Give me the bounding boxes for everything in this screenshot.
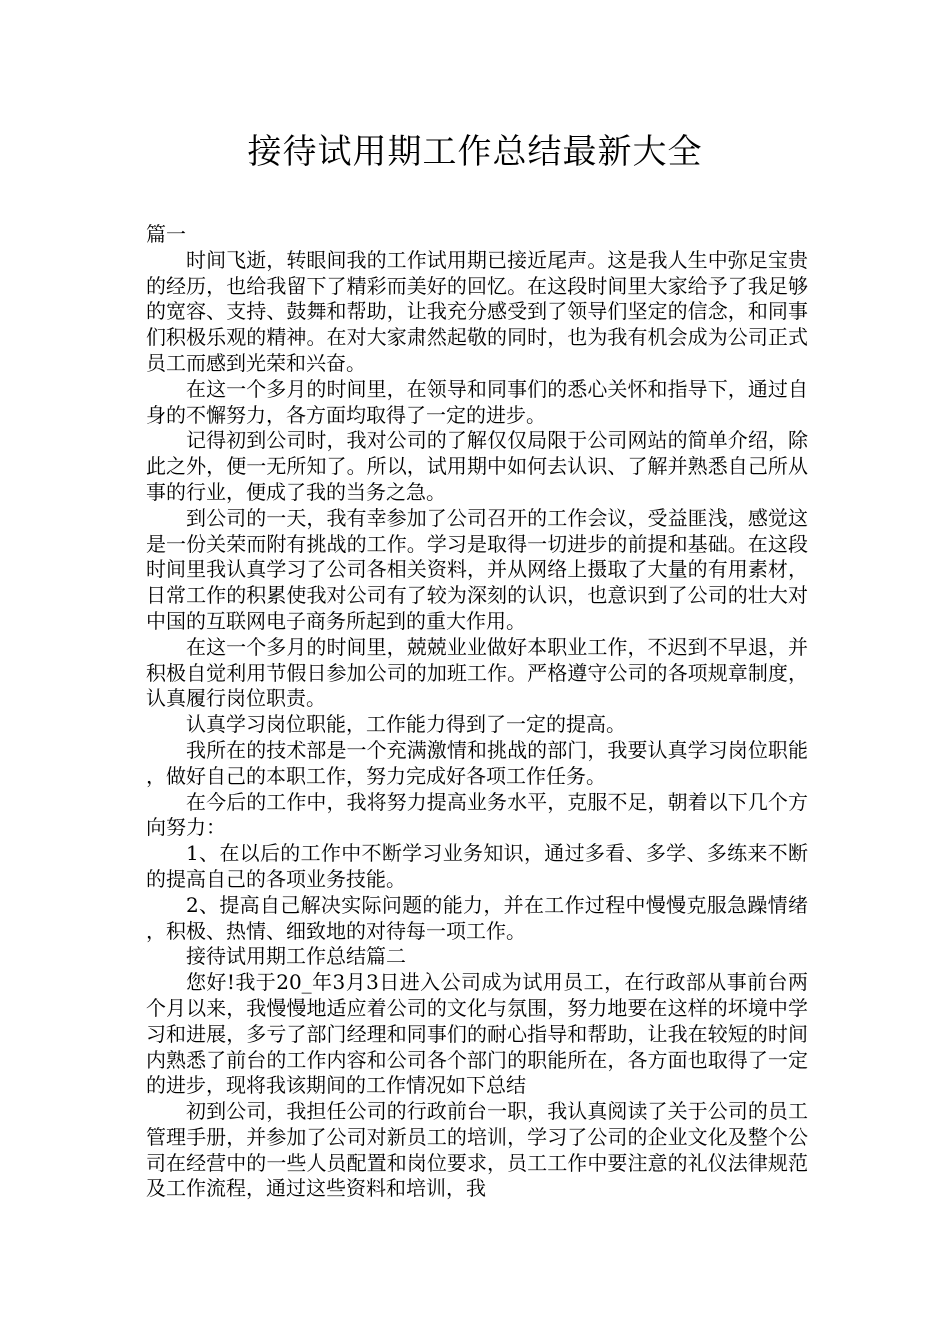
body-paragraph: 认真学习岗位职能，工作能力得到了一定的提高。: [186, 712, 626, 737]
body-paragraph: 在这一个多月的时间里，兢兢业业做好本职业工作，不迟到不早退，并积极自觉利用节假日参加公司的加班工作。严格遵守公司的各项规章制度，认真履行岗位职责。: [146, 634, 808, 711]
body-paragraph: 时间飞逝，转眼间我的工作试用期已接近尾声。这是我人生中弥足宝贵的经历，也给我留下了精彩而美好的回忆。在这段时间里大家给予了我足够的宽容、支持、鼓舞和帮助，让我充分感受到了领导们坚定的信念，和同事们积极乐观的精神。在对大家肃然起敬的同时，也为我有机会成为公司正式员工而感到光荣和兴奋。: [146, 247, 808, 375]
body-paragraph: 到公司的一天，我有幸参加了公司召开的工作会议，受益匪浅，感觉这是一份关荣而附有挑战的工作。学习是取得一切进步的前提和基础。在这段时间里我认真学习了公司各相关资料，并从网络上摄取了大量的有用素材，日常工作的积累使我对公司有了较为深刻的认识，也意识到了公司的壮大对中国的互联网电子商务所起到的重大作用。: [146, 505, 808, 633]
body-paragraph: 我所在的技术部是一个充满激情和挑战的部门，我要认真学习岗位职能，做好自己的本职工作，努力完成好各项工作任务。: [146, 737, 808, 788]
body-paragraph: 篇一: [146, 222, 186, 246]
body-paragraph: 记得初到公司时，我对公司的了解仅仅局限于公司网站的简单介绍，除此之外，便一无所知了。所以，试用期中如何去认识、了解并熟悉自己所从事的行业，便成了我的当务之急。: [146, 428, 808, 504]
body-paragraph: 2、提高自己解决实际问题的能力，并在工作过程中慢慢克服急躁情绪，积极、热情、细致地的对待每一项工作。: [146, 892, 808, 943]
document-title: 接待试用期工作总结最新大全: [247, 132, 703, 172]
body-paragraph: 初到公司，我担任公司的行政前台一职，我认真阅读了关于公司的员工管理手册，并参加了公司对新员工的培训，学习了公司的企业文化及整个公司在经营中的一些人员配置和岗位要求，员工工作中要注意的礼仪法律规范及工作流程，通过这些资料和培训，我: [146, 1099, 808, 1201]
body-paragraph: 在这一个多月的时间里，在领导和同事们的悉心关怀和指导下，通过自身的不懈努力，各方面均取得了一定的进步。: [146, 376, 808, 427]
body-paragraph: 接待试用期工作总结篇二: [186, 944, 406, 969]
body-paragraph: 您好!我于20_年3月3日进入公司成为试用员工，在行政部从事前台两个月以来，我慢慢地适应着公司的文化与氛围，努力地要在这样的坏境中学习和进展，多亏了部门经理和同事们的耐心指导和帮助，让我在较短的时间内熟悉了前台的工作内容和公司各个部门的职能所在，各方面也取得了一定的进步，现将我该期间的工作情况如下总结: [146, 970, 808, 1098]
document-body: [146, 222, 808, 1202]
body-paragraph: 在今后的工作中，我将努力提高业务水平，克服不足，朝着以下几个方向努力：: [146, 789, 808, 840]
body-paragraph: 1、在以后的工作中不断学习业务知识，通过多看、多学、多练来不断的提高自己的各项业务技能。: [146, 841, 808, 891]
